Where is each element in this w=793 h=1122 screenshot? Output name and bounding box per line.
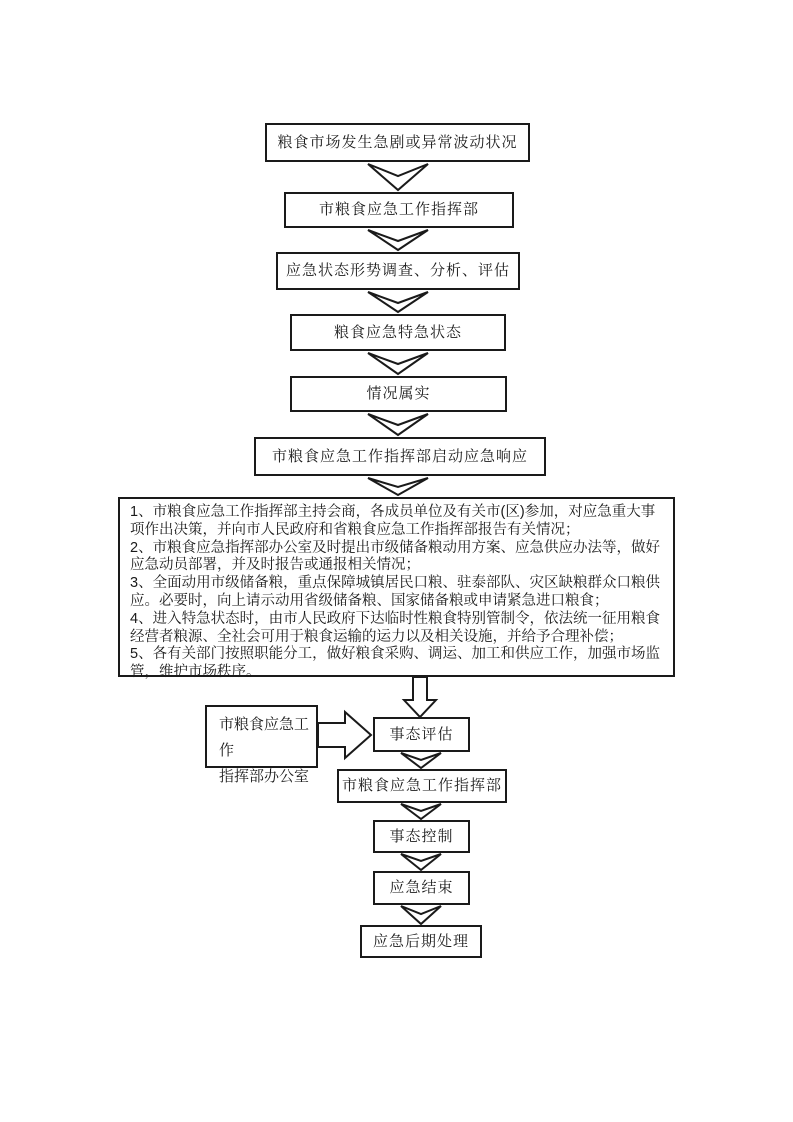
flow-node-post-processing: 应急后期处理 [360, 925, 482, 958]
flow-node-end: 应急结束 [373, 871, 470, 905]
measure-item-3: 3、全面动用市级储备粮，重点保障城镇居民口粮、驻泰部队、灾区缺粮群众口粮供应。必要时，向上请示动用省级储备粮、国家储备粮或申请紧急进口粮食； [130, 575, 661, 609]
flow-node-market-fluctuation: 粮食市场发生急剧或异常波动状况 [265, 123, 530, 162]
flow-node-situation-confirmed: 情况属实 [290, 376, 507, 412]
flow-node-headquarters-2: 市粮食应急工作指挥部 [337, 769, 507, 803]
flow-node-office [205, 705, 318, 785]
down-arrow-icon-9 [401, 854, 441, 870]
down-arrow-icon-2 [368, 230, 428, 250]
down-arrow-icon-1 [368, 164, 428, 190]
flow-node-launch-response: 市粮食应急工作指挥部启动应急响应 [254, 437, 546, 476]
measure-item-4: 4、进入特急状态时，由市人民政府下达临时性粮食特别管制令，依法统一征用粮食经营者粮源、全社会可用于粮食运输的运力以及相关设施，并给予合理补偿； [130, 610, 661, 645]
measure-item-2: 2、市粮食应急指挥部办公室及时提出市级储备粮动用方案、应急供应办法等，做好应急动员部署，并及时报告或通报相关情况； [130, 539, 661, 574]
down-arrow-icon-6 [368, 478, 428, 495]
down-arrow-icon-8 [401, 804, 441, 819]
down-arrow-icon-5 [368, 414, 428, 435]
measure-item-1: 1、市粮食应急工作指挥部主持会商，各成员单位及有关市(区)参加，对应急重大事项作出决策，并向市人民政府和省粮食应急工作指挥部报告有关情况； [130, 504, 656, 538]
flow-node-assessment: 事态评估 [373, 717, 470, 752]
office-label-line1: 市粮食应急工作 [219, 716, 310, 759]
measure-item-5: 5、各有关部门按照职能分工，做好粮食采购、调运、加工和供应工作，加强市场监管，维护市场秩序。 [130, 646, 661, 681]
long-down-arrow-icon [404, 677, 436, 717]
down-arrow-icon-4 [368, 353, 428, 374]
flow-node-special-emergency-state: 粮食应急特急状态 [290, 314, 506, 351]
flow-node-investigation: 应急状态形势调查、分析、评估 [276, 252, 520, 290]
flow-node-control: 事态控制 [373, 820, 470, 853]
down-arrow-icon-3 [368, 292, 428, 312]
office-label-line2: 指挥部办公室 [219, 768, 310, 785]
flow-node-measures-box [118, 497, 675, 681]
flow-node-headquarters: 市粮食应急工作指挥部 [284, 192, 514, 228]
down-arrow-icon-10 [401, 906, 441, 924]
down-arrow-icon-7 [401, 753, 441, 768]
right-arrow-icon [318, 712, 371, 758]
